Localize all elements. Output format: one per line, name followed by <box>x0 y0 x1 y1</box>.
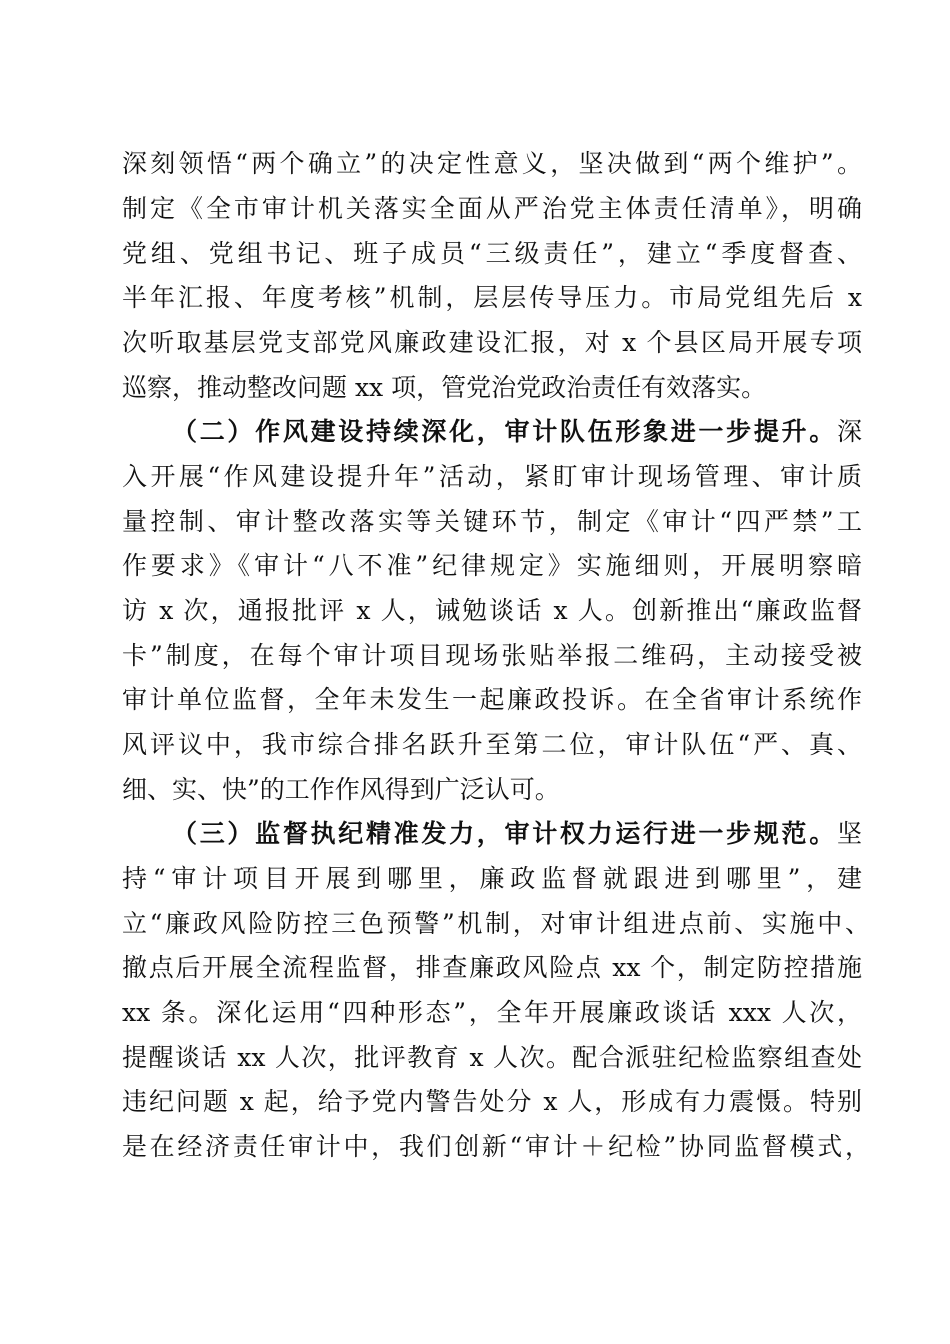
text-line: 次听取基层党支部党风廉政建设汇报，对 x 个县区局开展专项 <box>122 328 862 357</box>
text-line: 细、实、快”的工作作风得到广泛认可。 <box>122 775 560 804</box>
section-heading-line <box>172 415 862 449</box>
text-line: 违纪问题 x 起，给予党内警告处分 x 人，形成有力震慑。特别 <box>122 1087 862 1116</box>
text-line: 审计单位监督，全年未发生一起廉政投诉。在全省审计系统作 <box>122 685 862 714</box>
text-line: 提醒谈话 xx 人次，批评教育 x 人次。配合派驻纪检监察组查处 <box>122 1043 862 1072</box>
text-line: 半年汇报、年度考核”机制，层层传导压力。市局党组先后 x <box>122 283 862 312</box>
text-line: 立“廉政风险防控三色预警”机制，对审计组进点前、实施中、 <box>122 909 870 938</box>
text-fragment: 坚 <box>836 819 862 848</box>
text-line: 持“审计项目开展到哪里，廉政监督就跟进到哪里”，建 <box>122 864 862 893</box>
text-line: 作要求》《审计“八不准”纪律规定》实施细则，开展明察暗 <box>122 551 862 580</box>
text-line: 撤点后开展全流程监督，排查廉政风险点 xx 个，制定防控措施 <box>122 953 862 982</box>
section-heading-line <box>172 817 862 851</box>
text-line: 巡察，推动整改问题 xx 项，管党治党政治责任有效落实。 <box>122 373 767 402</box>
text-line: 入开展“作风建设提升年”活动，紧盯审计现场管理、审计质 <box>122 462 862 491</box>
text-line: 访 x 次，通报批评 x 人，诫勉谈话 x 人。创新推出“廉政监督 <box>122 596 862 625</box>
text-line: 制定《全市审计机关落实全面从严治党主体责任清单》，明确 <box>122 194 862 223</box>
section-heading: （三）监督执纪精准发力，审计权力运行进一步规范。 <box>172 819 837 848</box>
text-line: 深刻领悟“两个确立”的决定性意义，坚决做到“两个维护”。 <box>122 149 862 178</box>
text-fragment: 深 <box>836 417 862 446</box>
text-line: 风评议中，我市综合排名跃升至第二位，审计队伍“严、真、 <box>122 730 862 759</box>
text-line: 党组、党组书记、班子成员“三级责任”，建立“季度督查、 <box>122 239 862 268</box>
text-line: 卡”制度，在每个审计项目现场张贴举报二维码，主动接受被 <box>122 641 862 670</box>
section-heading: （二）作风建设持续深化，审计队伍形象进一步提升。 <box>172 417 837 446</box>
text-line: 是在经济责任审计中，我们创新“审计＋纪检”协同监督模式， <box>122 1132 870 1161</box>
text-line: xx 条。深化运用“四种形态”，全年开展廉政谈话 xxx 人次， <box>122 998 862 1027</box>
text-line: 量控制、审计整改落实等关键环节，制定《审计“四严禁”工 <box>122 507 862 536</box>
